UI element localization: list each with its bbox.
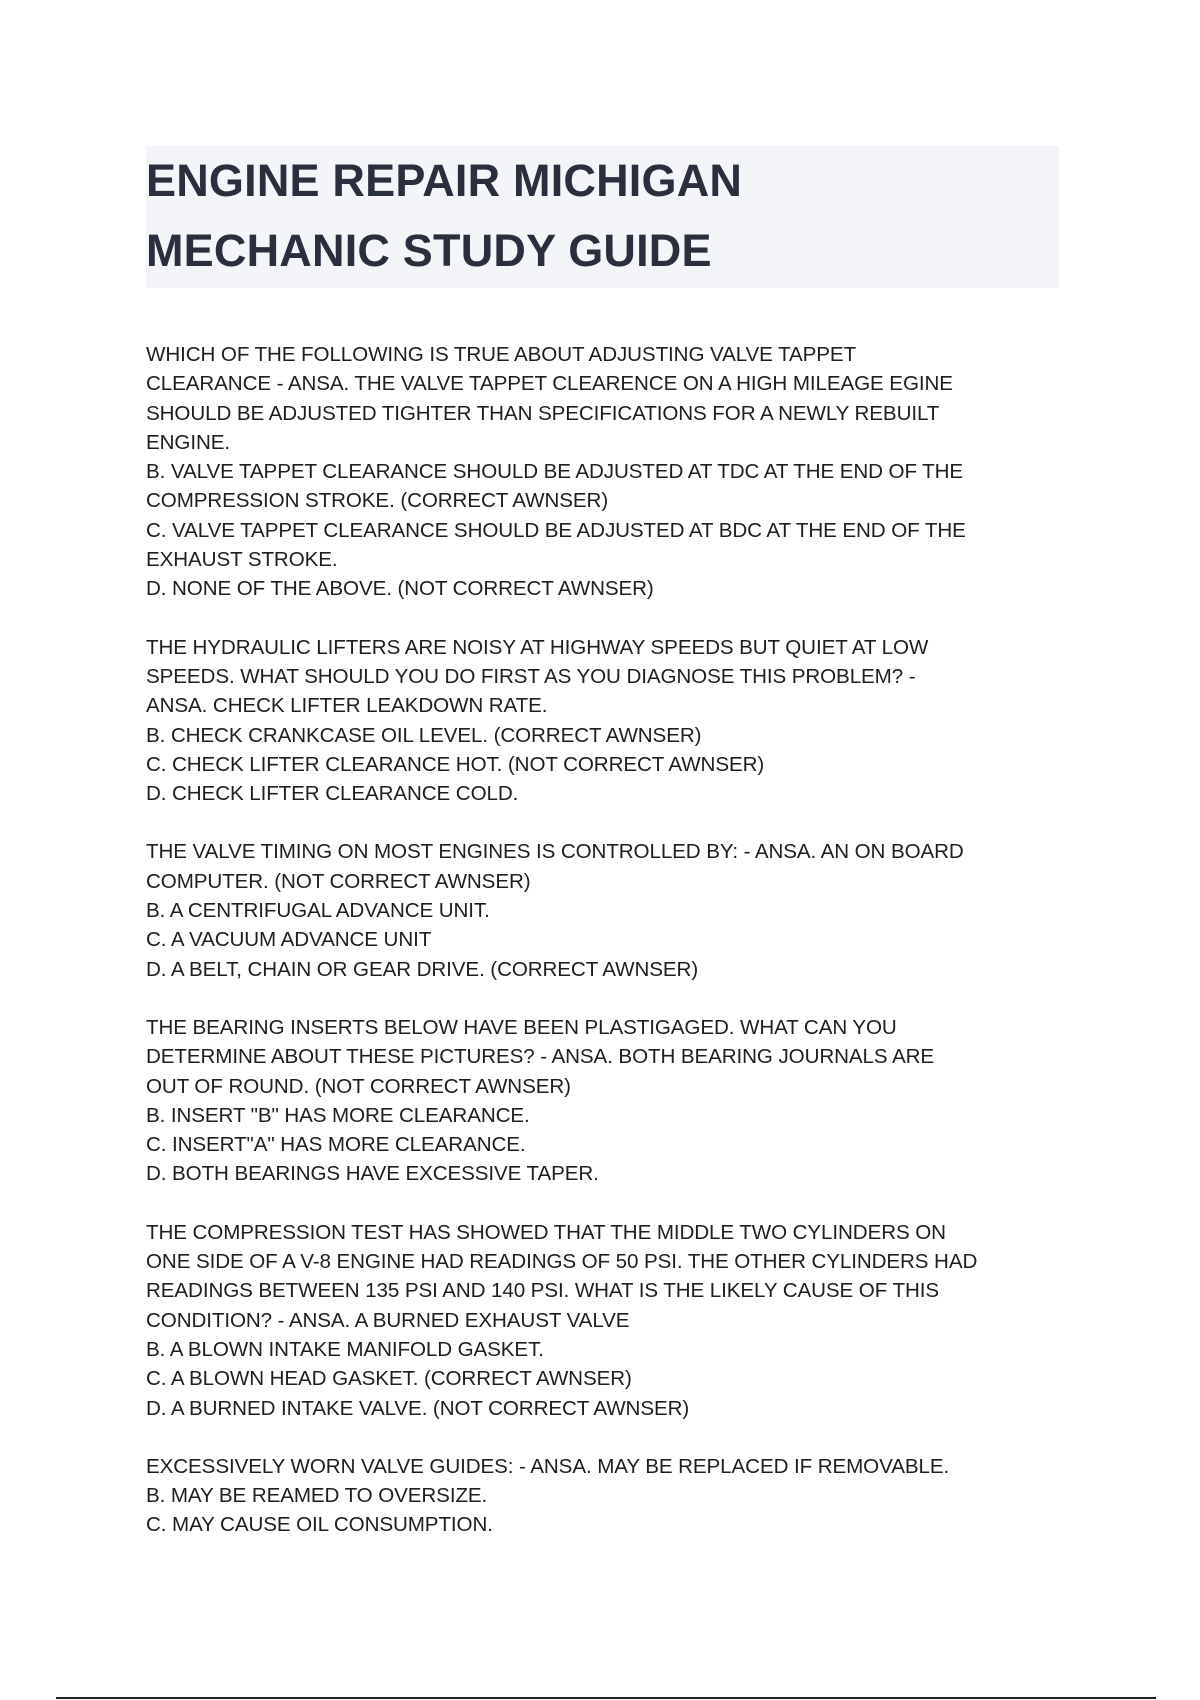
question-text-line: D. CHECK LIFTER CLEARANCE COLD.	[146, 782, 519, 806]
question-text-line: C. A BLOWN HEAD GASKET. (CORRECT AWNSER)	[146, 1367, 632, 1391]
footer-divider	[56, 1697, 1156, 1699]
question-text-line: CLEARANCE - ANSA. THE VALVE TAPPET CLEARENCE ON A HIGH MILEAGE EGINE	[146, 372, 953, 396]
question-text-line: WHICH OF THE FOLLOWING IS TRUE ABOUT ADJUSTING VALVE TAPPET	[146, 343, 857, 366]
question-text-line: D. A BELT, CHAIN OR GEAR DRIVE. (CORRECT AWNSER)	[146, 957, 699, 981]
question-text-line: B. CHECK CRANKCASE OIL LEVEL. (CORRECT AWNSER)	[146, 723, 702, 747]
question-text-line: B. A CENTRIFUGAL ADVANCE UNIT.	[146, 899, 490, 923]
question-text-line: C. VALVE TAPPET CLEARANCE SHOULD BE ADJUSTED AT BDC AT THE END OF THE	[146, 518, 966, 542]
question-text-line: SHOULD BE ADJUSTED TIGHTER THAN SPECIFICATIONS FOR A NEWLY REBUILT	[146, 401, 940, 425]
question-text-line: CONDITION? - ANSA. A BURNED EXHAUST VALVE	[146, 1308, 630, 1332]
question-text-line: SPEEDS. WHAT SHOULD YOU DO FIRST AS YOU DIAGNOSE THIS PROBLEM? -	[146, 664, 916, 688]
question-text-line: D. NONE OF THE ABOVE. (NOT CORRECT AWNSER)	[146, 577, 654, 601]
question-text-line: C. MAY CAUSE OIL CONSUMPTION.	[146, 1513, 493, 1537]
question-text-line: READINGS BETWEEN 135 PSI AND 140 PSI. WHAT IS THE LIKELY CAUSE OF THIS	[146, 1279, 939, 1303]
question-text-line: COMPUTER. (NOT CORRECT AWNSER)	[146, 869, 531, 893]
question-text-line: B. VALVE TAPPET CLEARANCE SHOULD BE ADJUSTED AT TDC AT THE END OF THE	[146, 460, 964, 484]
question-block	[146, 1013, 1076, 1189]
question-block	[146, 1218, 1076, 1423]
question-text-line: COMPRESSION STROKE. (CORRECT AWNSER)	[146, 489, 609, 513]
question-text-line: DETERMINE ABOUT THESE PICTURES? - ANSA. BOTH BEARING JOURNALS ARE	[146, 1045, 935, 1069]
question-text-line: B. INSERT "B" HAS MORE CLEARANCE.	[146, 1103, 530, 1127]
question-text-line: B. MAY BE REAMED TO OVERSIZE.	[146, 1484, 488, 1508]
question-block	[146, 633, 1076, 809]
question-text-line: OUT OF ROUND. (NOT CORRECT AWNSER)	[146, 1074, 571, 1098]
question-block	[146, 837, 1076, 983]
study-guide-content	[146, 340, 1076, 1569]
question-text-line: D. BOTH BEARINGS HAVE EXCESSIVE TAPER.	[146, 1162, 599, 1186]
title-box	[146, 146, 1059, 288]
question-text-line: B. A BLOWN INTAKE MANIFOLD GASKET.	[146, 1337, 544, 1361]
question-text-line: ANSA. CHECK LIFTER LEAKDOWN RATE.	[146, 694, 548, 718]
question-block	[146, 1452, 1076, 1540]
question-text-line: THE VALVE TIMING ON MOST ENGINES IS CONTROLLED BY: - ANSA. AN ON BOARD	[146, 840, 964, 864]
question-text-line: ENGINE.	[146, 430, 230, 454]
question-text-line: THE BEARING INSERTS BELOW HAVE BEEN PLASTIGAGED. WHAT CAN YOU	[146, 1015, 897, 1039]
question-text-line: EXCESSIVELY WORN VALVE GUIDES: - ANSA. MAY BE REPLACED IF REMOVABLE.	[146, 1454, 950, 1478]
question-text-line: C. INSERT"A" HAS MORE CLEARANCE.	[146, 1133, 526, 1157]
question-text-line: ONE SIDE OF A V-8 ENGINE HAD READINGS OF 50 PSI. THE OTHER CYLINDERS HAD	[146, 1250, 978, 1274]
question-text-line: C. CHECK LIFTER CLEARANCE HOT. (NOT CORRECT AWNSER)	[146, 752, 765, 776]
page-title-line-1: ENGINE REPAIR MICHIGAN	[146, 155, 743, 206]
page-title-line-2: MECHANIC STUDY GUIDE	[146, 225, 712, 276]
question-text-line: C. A VACUUM ADVANCE UNIT	[146, 928, 432, 952]
question-text-line: D. A BURNED INTAKE VALVE. (NOT CORRECT AWNSER)	[146, 1396, 690, 1420]
question-text-line: THE HYDRAULIC LIFTERS ARE NOISY AT HIGHWAY SPEEDS BUT QUIET AT LOW	[146, 635, 929, 659]
question-text-line: THE COMPRESSION TEST HAS SHOWED THAT THE MIDDLE TWO CYLINDERS ON	[146, 1220, 946, 1244]
question-block	[146, 340, 1076, 604]
question-text-line: EXHAUST STROKE.	[146, 548, 338, 572]
